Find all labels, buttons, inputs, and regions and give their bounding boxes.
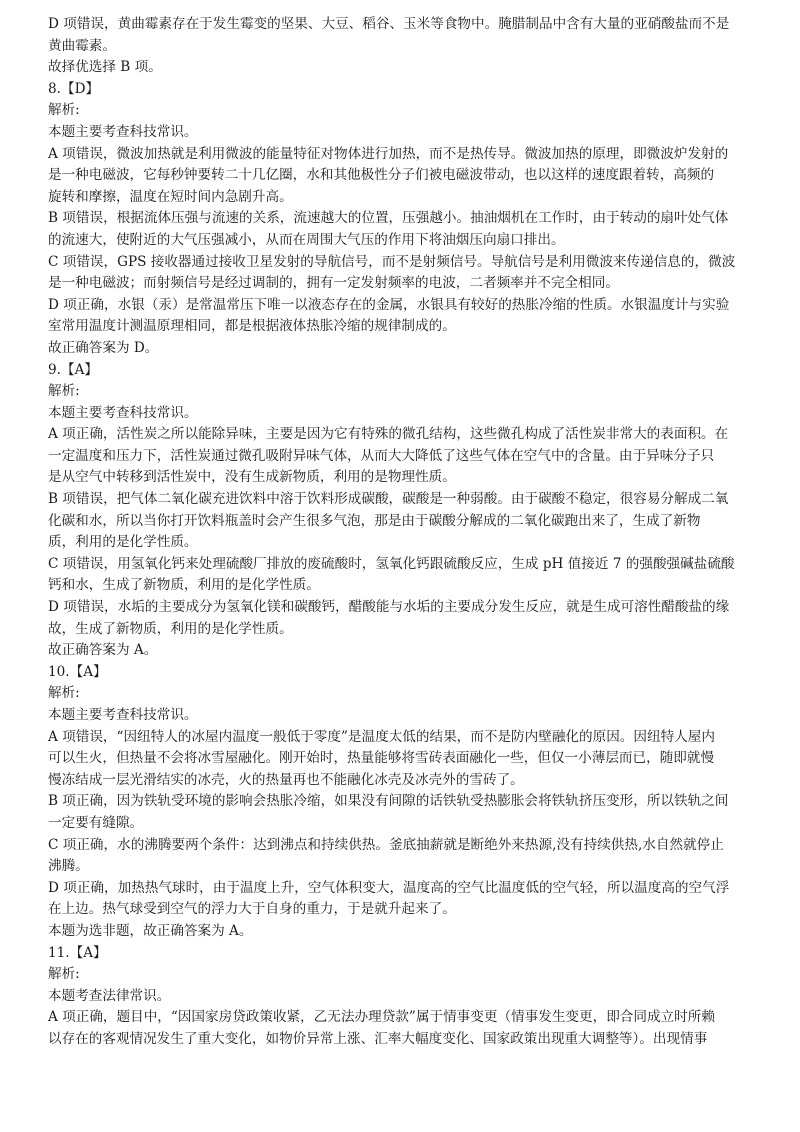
text-line: D 项正确，水银（汞）是常温常压下唯一以液态存在的金属，水银具有较好的热胀冷缩的性质。水银温度计与实验 (48, 296, 730, 313)
text-line: D 项正确，加热热气球时，由于温度上升，空气体积变大，温度高的空气比温度低的空气轻，所以温度高的空气浮 (48, 879, 730, 896)
text-line: D 项错误，黄曲霉素存在于发生霉变的坚果、大豆、稻谷、玉米等食物中。腌腊制品中含有大量的亚硝酸盐而不是 (48, 16, 730, 32)
text-line: A 项正确，题目中，“因国家房贷政策收紧，乙无法办理贷款”属于情事变更（情事发生变更，即合同成立时所赖 (48, 1009, 715, 1026)
text-line: 故正确答案为 A。 (48, 642, 158, 659)
text-line: 故，生成了新物质，利用的是化学性质。 (48, 620, 293, 637)
text-line: B 项错误，根据流体压强与流速的关系，流速越大的位置，压强越小。抽油烟机在工作时，由于转动的扇叶处气体 (48, 210, 729, 227)
question-number: 8.【D】 (48, 80, 100, 97)
text-line: 旋转和摩擦，温度在短时间内急剧升高。 (48, 188, 293, 205)
analysis-heading: 解析: (48, 102, 80, 119)
analysis-heading: 解析: (48, 685, 80, 702)
text-line: 是一种电磁波；而射频信号是经过调制的，拥有一定发射频率的电波，二者频率并不完全相同。 (48, 275, 619, 292)
text-line: 一定要有缝隙。 (48, 814, 144, 831)
text-line: 一定温度和压力下，活性炭通过微孔吸附异味气体，从而大大降低了这些气体在空气中的含量。由于异味分子只 (48, 447, 715, 464)
text-line: C 项错误，GPS 接收器通过接收卫星发射的导航信号，而不是射频信号。导航信号是利用微波来传递信息的，微波 (48, 253, 736, 270)
text-line: 可以生火，但热量不会将冰雪屋融化。刚开始时，热量能够将雪砖表面融化一些，但仅一小薄层而已，随即就慢 (48, 750, 715, 767)
text-line: A 项正确，活性炭之所以能除异味，主要是因为它有特殊的微孔结构，这些微孔构成了活性炭非常大的表面积。在 (48, 426, 729, 443)
text-line: 本题主要考查科技常识。 (48, 707, 198, 723)
text-line: A 项错误，“因纽特人的冰屋内温度一般低于零度”是温度太低的结果，而不是防内壁融化的原因。因纽特人屋内 (48, 728, 715, 745)
text-line: 故正确答案为 D。 (48, 339, 159, 356)
text-line: 在上边。热气球受到空气的浮力大于自身的重力，于是就升起来了。 (48, 901, 456, 918)
text-line: 化碳和水，所以当你打开饮料瓶盖时会产生很多气泡，那是由于碳酸分解成的二氧化碳跑出来了，生成了新物 (48, 512, 701, 529)
text-line: B 项正确，因为铁轨受环境的影响会热胀冷缩，如果没有间隙的话铁轨受热膨胀会将铁轨挤压变形，所以铁轨之间 (48, 793, 729, 810)
text-line: 本题主要考查科技常识。 (48, 404, 198, 421)
text-line: C 项正确，水的沸腾要两个条件：达到沸点和持续供热。釜底抽薪就是断绝外来热源,没有持续供热,水自然就停止 (48, 836, 724, 853)
text-line: 是从空气中转移到活性炭中，没有生成新物质，利用的是物理性质。 (48, 469, 456, 486)
text-line: 室常用温度计测温原理相同，都是根据液体热胀冷缩的规律制成的。 (48, 318, 456, 335)
text-line: 质，利用的是化学性质。 (48, 534, 198, 551)
text-line: D 项错误，水垢的主要成分为氢氧化镁和碳酸钙，醋酸能与水垢的主要成分发生反应，就是生成可溶性醋酸盐的缘 (48, 599, 730, 616)
text-line: 钙和水，生成了新物质，利用的是化学性质。 (48, 577, 320, 594)
text-line: 黄曲霉素。 (48, 37, 116, 54)
document-body (48, 14, 758, 1051)
text-line: 是一种电磁波，它每秒钟要转二十几亿圈，水和其他极性分子们被电磁波带动，也以这样的速度跟着转，高频的 (48, 167, 715, 184)
text-line: C 项错误，用氢氧化钙来处理硫酸厂排放的废硫酸时，氢氧化钙跟硫酸反应，生成 pH 值接近 7 的强酸强碱盐硫酸 (48, 555, 735, 572)
text-line: 的流速大，使附近的大气压强减小，从而在周围大气压的作用下将油烟压向扇口排出。 (48, 231, 565, 248)
text-line: 本题主要考查科技常识。 (48, 123, 198, 140)
text-line: 故择优选择 B 项。 (48, 59, 162, 76)
question-number: 9.【A】 (48, 361, 98, 378)
text-line: B 项错误，把气体二氧化碳充进饮料中溶于饮料形成碳酸，碳酸是一种弱酸。由于碳酸不稳定，很容易分解成二氧 (48, 491, 729, 508)
analysis-heading: 解析: (48, 383, 80, 400)
analysis-heading: 解析: (48, 966, 80, 983)
text-line: 沸腾。 (48, 858, 89, 875)
question-number: 10.【A】 (48, 663, 107, 680)
text-line: 慢冻结成一层光滑结实的冰壳，火的热量再也不能融化冰壳及冰壳外的雪砖了。 (48, 771, 524, 788)
text-line: 本题为选非题，故正确答案为 A。 (48, 922, 253, 939)
question-number: 11.【A】 (48, 944, 107, 961)
text-line: 以存在的客观情况发生了重大变化，如物价异常上涨、汇率大幅度变化、国家政策出现重大调整等）。出现情事 (48, 1030, 708, 1047)
text-line: A 项错误，微波加热就是利用微波的能量特征对物体进行加热，而不是热传导。微波加热的原理，即微波炉发射的 (48, 145, 729, 162)
text-line: 本题考查法律常识。 (48, 987, 171, 1004)
